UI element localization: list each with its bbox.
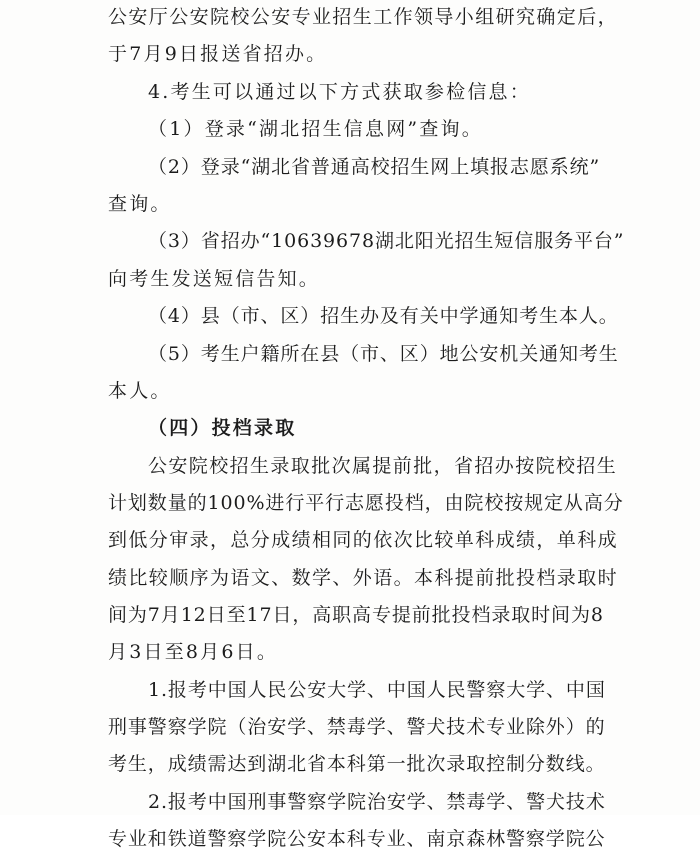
- text-line: （5）考生户籍所在县（市、区）地公安机关通知考生: [148, 343, 619, 365]
- text-line: 本人。: [108, 380, 172, 402]
- text-line: 向考生发送短信告知。: [108, 268, 321, 290]
- text-line: 考生，成绩需达到湖北省本科第一批次录取控制分数线。: [108, 753, 606, 775]
- text-line: 1.报考中国人民公安大学、中国人民警察大学、中国: [148, 679, 606, 701]
- text-line: 4.考生可以通过以下方式获取参检信息：: [148, 81, 531, 103]
- text-line: （1）登录“湖北招生信息网”查询。: [148, 118, 483, 140]
- text-line: 查询。: [108, 193, 172, 215]
- text-line: 2.报考中国刑事警察学院治安学、禁毒学、警犬技术: [148, 791, 606, 813]
- text-line: 绩比较顺序为语文、数学、外语。本科提前批投档录取时: [108, 567, 619, 589]
- text-line: 公安厅公安院校公安专业招生工作领导小组研究确定后，: [108, 6, 619, 28]
- text-line: （3）省招办“10639678湖北阳光招生短信服务平台”: [148, 230, 625, 252]
- text-line: 计划数量的100%进行平行志愿投档，由院校按规定从高分: [108, 492, 624, 514]
- text-line: 于7月9日报送省招办。: [108, 43, 328, 65]
- section-heading: （四）投档录取: [148, 417, 297, 439]
- text-line: （2）登录“湖北省普通高校招生网上填报志愿系统”: [148, 156, 601, 178]
- text-line: 到低分审录，总分成绩相同的依次比较单科成绩，单科成: [108, 529, 619, 551]
- text-line: 月3日至8月6日。: [108, 641, 279, 663]
- text-line: 专业和铁道警察学院公安本科专业、南京森林警察学院公: [108, 828, 606, 850]
- text-line: （4）县（市、区）招生办及有关中学通知考生本人。: [148, 305, 619, 327]
- text-line: 公安院校招生录取批次属提前批，省招办按院校招生: [148, 455, 618, 477]
- text-line: 间为7月12日至17日，高职高专提前批投档录取时间为8: [108, 604, 604, 626]
- text-line: 刑事警察学院（治安学、禁毒学、警犬技术专业除外）的: [108, 716, 606, 738]
